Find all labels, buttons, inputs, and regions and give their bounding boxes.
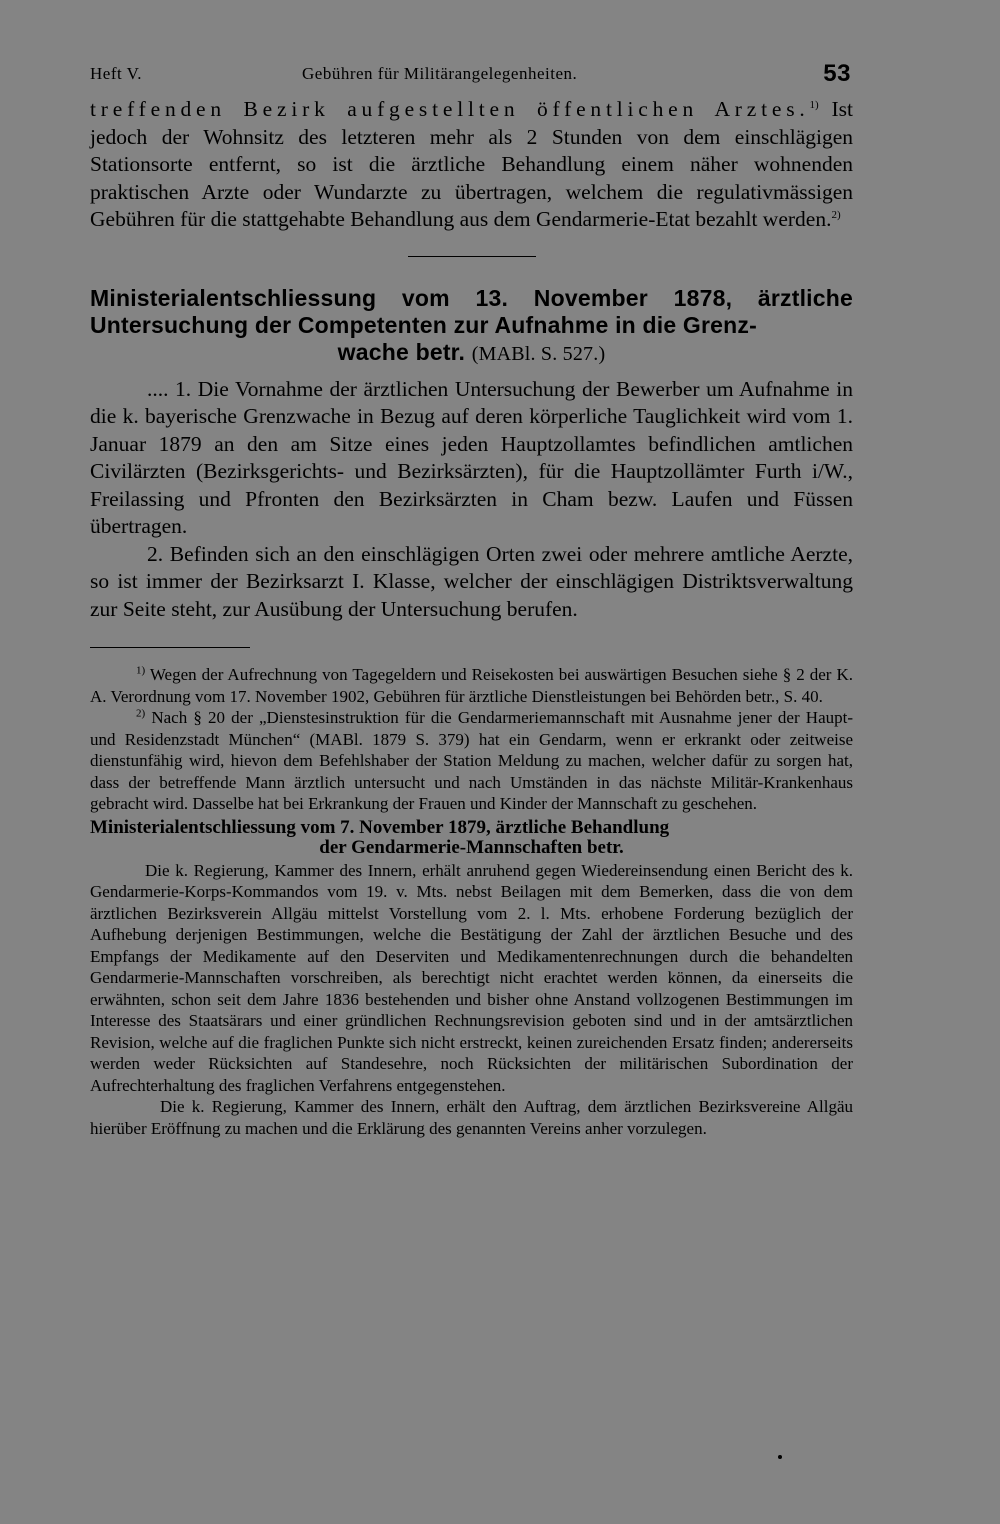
header-issue: Heft V. (90, 64, 142, 83)
document-page (90, 56, 853, 1139)
intro-text: Ist jedoch der Wohnsitz des letzteren mehr als 2 Stunden von dem einschlägigen Stationsorte entfernt, so ist die ärztliche Behandlung einem näher wohnenden praktischen Arzte oder Wundarzte zu übertragen, welchem die regulativmässigen Gebühren für die stattgehabte Behandlung aus dem Gendarmerie-Etat bezahlt werden. (90, 97, 853, 231)
section2-heading-text: Ministerialentschliessung vom 7. November 1879, ärztliche Behandlung (90, 816, 670, 838)
section1-heading (90, 285, 853, 368)
running-header (90, 56, 853, 96)
section1-body (90, 376, 853, 624)
section1-para1: .... 1. Die Vornahme der ärztlichen Untersuchung der Bewerber um Aufnahme in die k. bayerische Grenzwache in Bezug auf deren körperliche Tauglichkeit wird vom 1. Januar 1879 an den am Sitze eines jeden Hauptzollamtes befindlichen amtlichen Civilärzten (Bezirksgerichts- und Bezirksärzten), für die Hauptzollämter Furth i/W., Freilassing und Pfronten den Bezirksärzten in Cham bezw. Laufen und Füssen übertragen. (90, 376, 853, 538)
section-divider (408, 256, 536, 257)
section2-para2: Die k. Regierung, Kammer des Innern, erhält den Auftrag, dem ärztlichen Bezirksvereine Allgäu hierüber Eröffnung zu machen und die Erklärung des genannten Vereins anher vorzulegen. (90, 1097, 853, 1138)
footnote-1: $^{1)}$ Wegen der Aufrechnung von Tagegeldern und Reisekosten bei auswärtigen Besuchen siehe § 2 der K. A. Verordnung vom 17. November 1902, Gebühren für ärztliche Dienstleistungen bei Behörden betr., S. 40. (90, 664, 853, 706)
section2-body (90, 860, 853, 1140)
page-number: 53 (823, 60, 851, 87)
intro-paragraph (90, 96, 853, 234)
section1-heading-text: Ministerialentschliessung vom 13. November 1878, ärztliche Untersuchung der Competenten zur Aufnahme in die Grenz- (90, 284, 853, 338)
header-title: Gebühren für Militärangelegenheiten. (302, 64, 578, 83)
footnote-ref-1: 1) (809, 98, 819, 111)
section1-heading-ref: (MABl. S. 527.) (471, 342, 606, 365)
ink-speck (778, 1455, 782, 1459)
footnote-2: $^{2)}$ Nach § 20 der „Dienstesinstruktion für die Gendarmeriemannschaft mit Ausnahme jener der Haupt- und Residenzstadt München“ (MABl. 1879 S. 379) hat ein Gendarm, wenn er erkrankt oder zeitweise dienstunfähig wird, hievon dem Befehlshaber der Station Meldung zu machen, welcher dafür zu sorgen hat, dass der betreffende Mann ärztlich untersucht und nach Umständen in das nächste Militär-Krankenhaus gebracht wird. Dasselbe hat bei Erkrankung der Frauen und Kinder der Mannschaft zu geschehen. (90, 707, 853, 813)
section2-heading (90, 818, 853, 858)
section2-heading-last: der Gendarmerie-Mannschaften betr. (319, 836, 624, 858)
intro-spaced-lead: treffenden Bezirk aufgestellten öffentlichen Arztes. (90, 97, 810, 121)
footnotes (90, 664, 853, 815)
footnote-ref-2: 2) (831, 208, 841, 221)
footnote-divider (90, 647, 250, 648)
section1-heading-last: wache betr. (337, 338, 466, 365)
section2-para1: Die k. Regierung, Kammer des Innern, erhält anruhend gegen Wiedereinsendung einen Bericht des k. Gendarmerie-Korps-Kommandos vom 19. v. Mts. nebst Beilagen mit dem Bemerken, dass die von dem ärztlichen Bezirksverein Allgäu mittelst Vorstellung vom 2. l. Mts. erhobene Forderung bezüglich der Aufhebung derjenigen Bestimmungen, welche die Bestätigung der Zahl der ärztlichen Besuche und des Empfangs der Medikamente auf den Deserviten und Medikamentenrechnungen durch die behandelten Gendarmerie-Mannschaften vorschreiben, als berechtigt nicht erachtet werden können, da einerseits die erwähnten, schon seit dem Jahre 1836 bestehenden und bisher ohne Anstand vollzogenen Bestimmungen im Interesse des Staatsärars und einer gründlichen Rechnungsrevision geboten sind und in der amtsärztlichen Revision, welche auf die fraglichen Punkte sich nicht erstreckt, keinen zureichenden Ersatz finden; andererseits werden weder Rücksichten auf Standesehre, noch Rücksichten der militärischen Subordination der Aufrechterhaltung des fraglichen Verfahrens entgegenstehen. (90, 860, 853, 1095)
section1-para2: 2. Befinden sich an den einschlägigen Orten zwei oder mehrere amtliche Aerzte, so ist immer der Bezirksarzt I. Klasse, welcher der einschlägigen Distriktsverwaltung zur Seite steht, zur Ausübung der Untersuchung berufen. (90, 541, 853, 621)
